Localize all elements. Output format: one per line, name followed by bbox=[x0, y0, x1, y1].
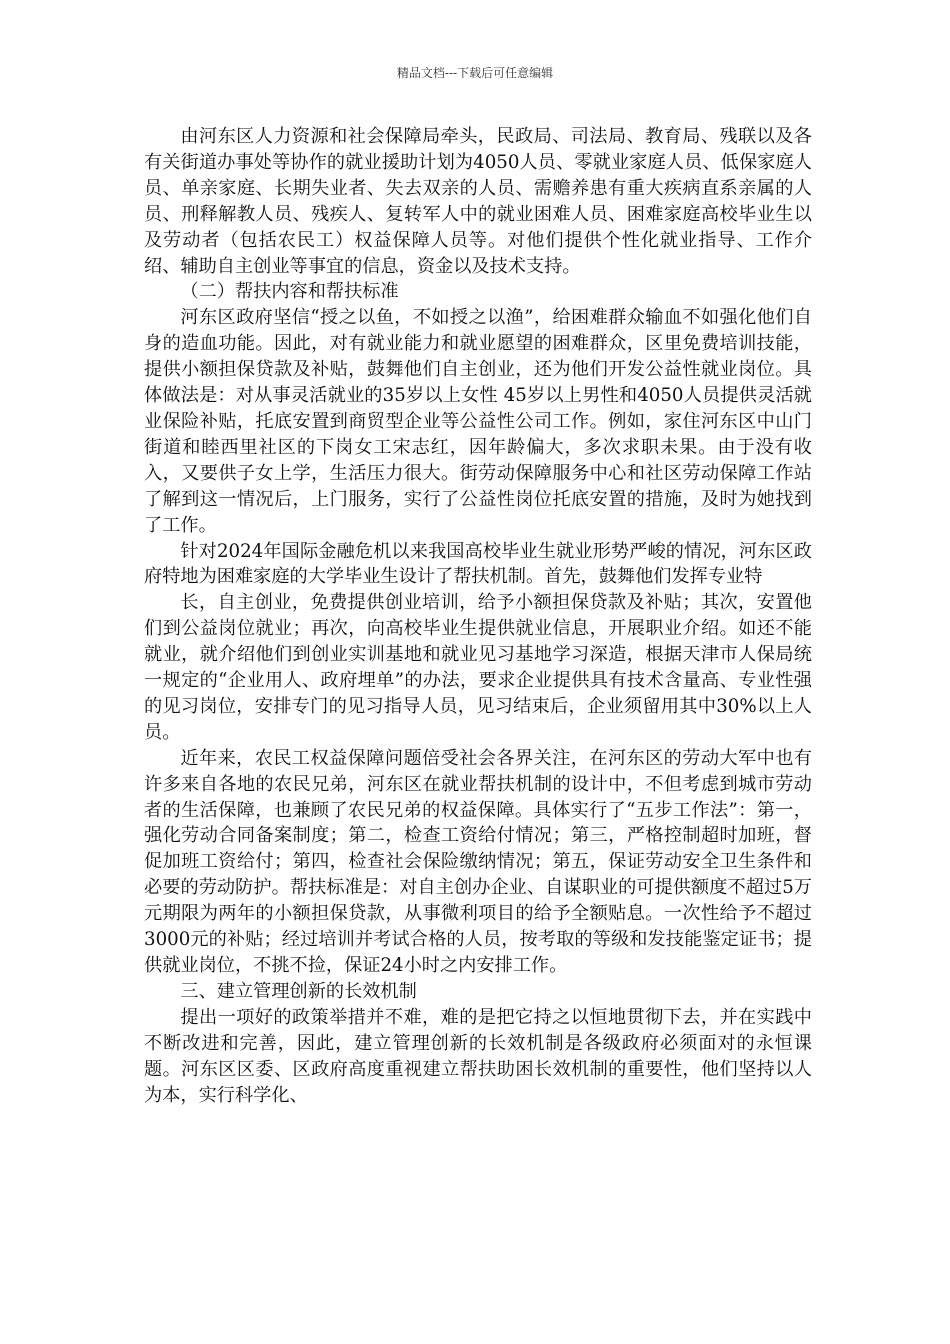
paragraph-migrant-workers: 近年来，农民工权益保障问题倍受社会各界关注，在河东区的劳动大军中也有许多来自各地的农民兄弟，河东区在就业帮扶机制的设计中，不但考虑到城市劳动者的生活保障，也兼顾了农民兄弟的权益保障。具体实行了“五步工作法”：第一，强化劳动合同备案制度；第二，检查工资给付情况；第三，严格控制超时加班，督促加班工资给付；第四，检查社会保险缴纳情况；第五，保证劳动安全卫生条件和必要的劳动防护。帮扶标准是：对自主创办企业、自谋职业的可提供额度不超过5万元期限为两年的小额担保贷款，从事微利项目的给予全额贴息。一次性给予不超过3000元的补贴；经过培训并考试合格的人员，按考取的等级和发技能鉴定证书；提供就业岗位，不挑不捡，保证24小时之内安排工作。 bbox=[144, 747, 812, 976]
paragraph-government-belief: 河东区政府坚信“授之以鱼，不如授之以渔”，给困难群众输血不如强化他们自身的造血功能。因此，对有就业能力和就业愿望的困难群众，区里免费培训技能，提供小额担保贷款及补贴，鼓舞他们自主创业，还为他们开发公益性就业岗位。具体做法是：对从事灵活就业的35岁以上女性 45岁以上男性和4050人员提供灵活就业保险补贴，托底安置到商贸型企业等公益性公司工作。例如，家住河东区中山门街道和睦西里社区的下岗女工宋志红，因年龄偏大，多次求职未果。由于没有收入，又要供子女上学，生活压力很大。街劳动保障服务中心和社区劳动保障工作站了解到这一情况后，上门服务，实行了公益性岗位托底安置的措施，及时为她找到了工作。 bbox=[144, 307, 812, 536]
paragraph-employment-assistance: 由河东区人力资源和社会保障局牵头，民政局、司法局、教育局、残联以及各有关街道办事处等协作的就业援助计划为4050人员、零就业家庭人员、低保家庭人员、单亲家庭、长期失业者、失去双亲的人员、需赡养患有重大疾病直系亲属的人员、刑释解教人员、残疾人、复转军人中的就业困难人员、困难家庭高校毕业生以及劳动者（包括农民工）权益保障人员等。对他们提供个性化就业指导、工作介绍、辅助自主创业等事宜的信息，资金以及技术支持。 bbox=[144, 126, 812, 277]
section-heading-support-content: （二）帮扶内容和帮扶标准 bbox=[180, 281, 399, 303]
page-header bbox=[0, 66, 950, 80]
header-text: 精品文档---下载后可任意编辑 bbox=[396, 66, 554, 80]
paragraph-graduate-support: 针对2024年国际金融危机以来我国高校毕业生就业形势严峻的情况，河东区政府特地为困难家庭的大学毕业生设计了帮扶机制。首先，鼓舞他们发挥专业特 bbox=[144, 540, 812, 588]
document-body bbox=[144, 124, 812, 1108]
section-heading-long-term-mechanism: 三、建立管理创新的长效机制 bbox=[180, 980, 417, 1002]
paragraph-long-term-mechanism: 提出一项好的政策举措并不难，难的是把它持之以恒地贯彻下去，并在实践中不断改进和完善，因此，建立管理创新的长效机制是各级政府必须面对的永恒课题。河东区区委、区政府高度重视建立帮扶助困长效机制的重要性，他们坚持以人为本，实行科学化、 bbox=[144, 1006, 812, 1106]
paragraph-graduate-support-continued: 长，自主创业，免费提供创业培训，给予小额担保贷款及补贴；其次，安置他们到公益岗位就业；再次，向高校毕业生提供就业信息，开展职业介绍。如还不能就业，就介绍他们到创业实训基地和就业见习基地学习深造，根据天津市人保局统一规定的“企业用人、政府埋单”的办法，要求企业提供具有技术含量高、专业性强的见习岗位，安排专门的见习指导人员，见习结束后，企业须留用其中30%以上人员。 bbox=[144, 592, 812, 743]
